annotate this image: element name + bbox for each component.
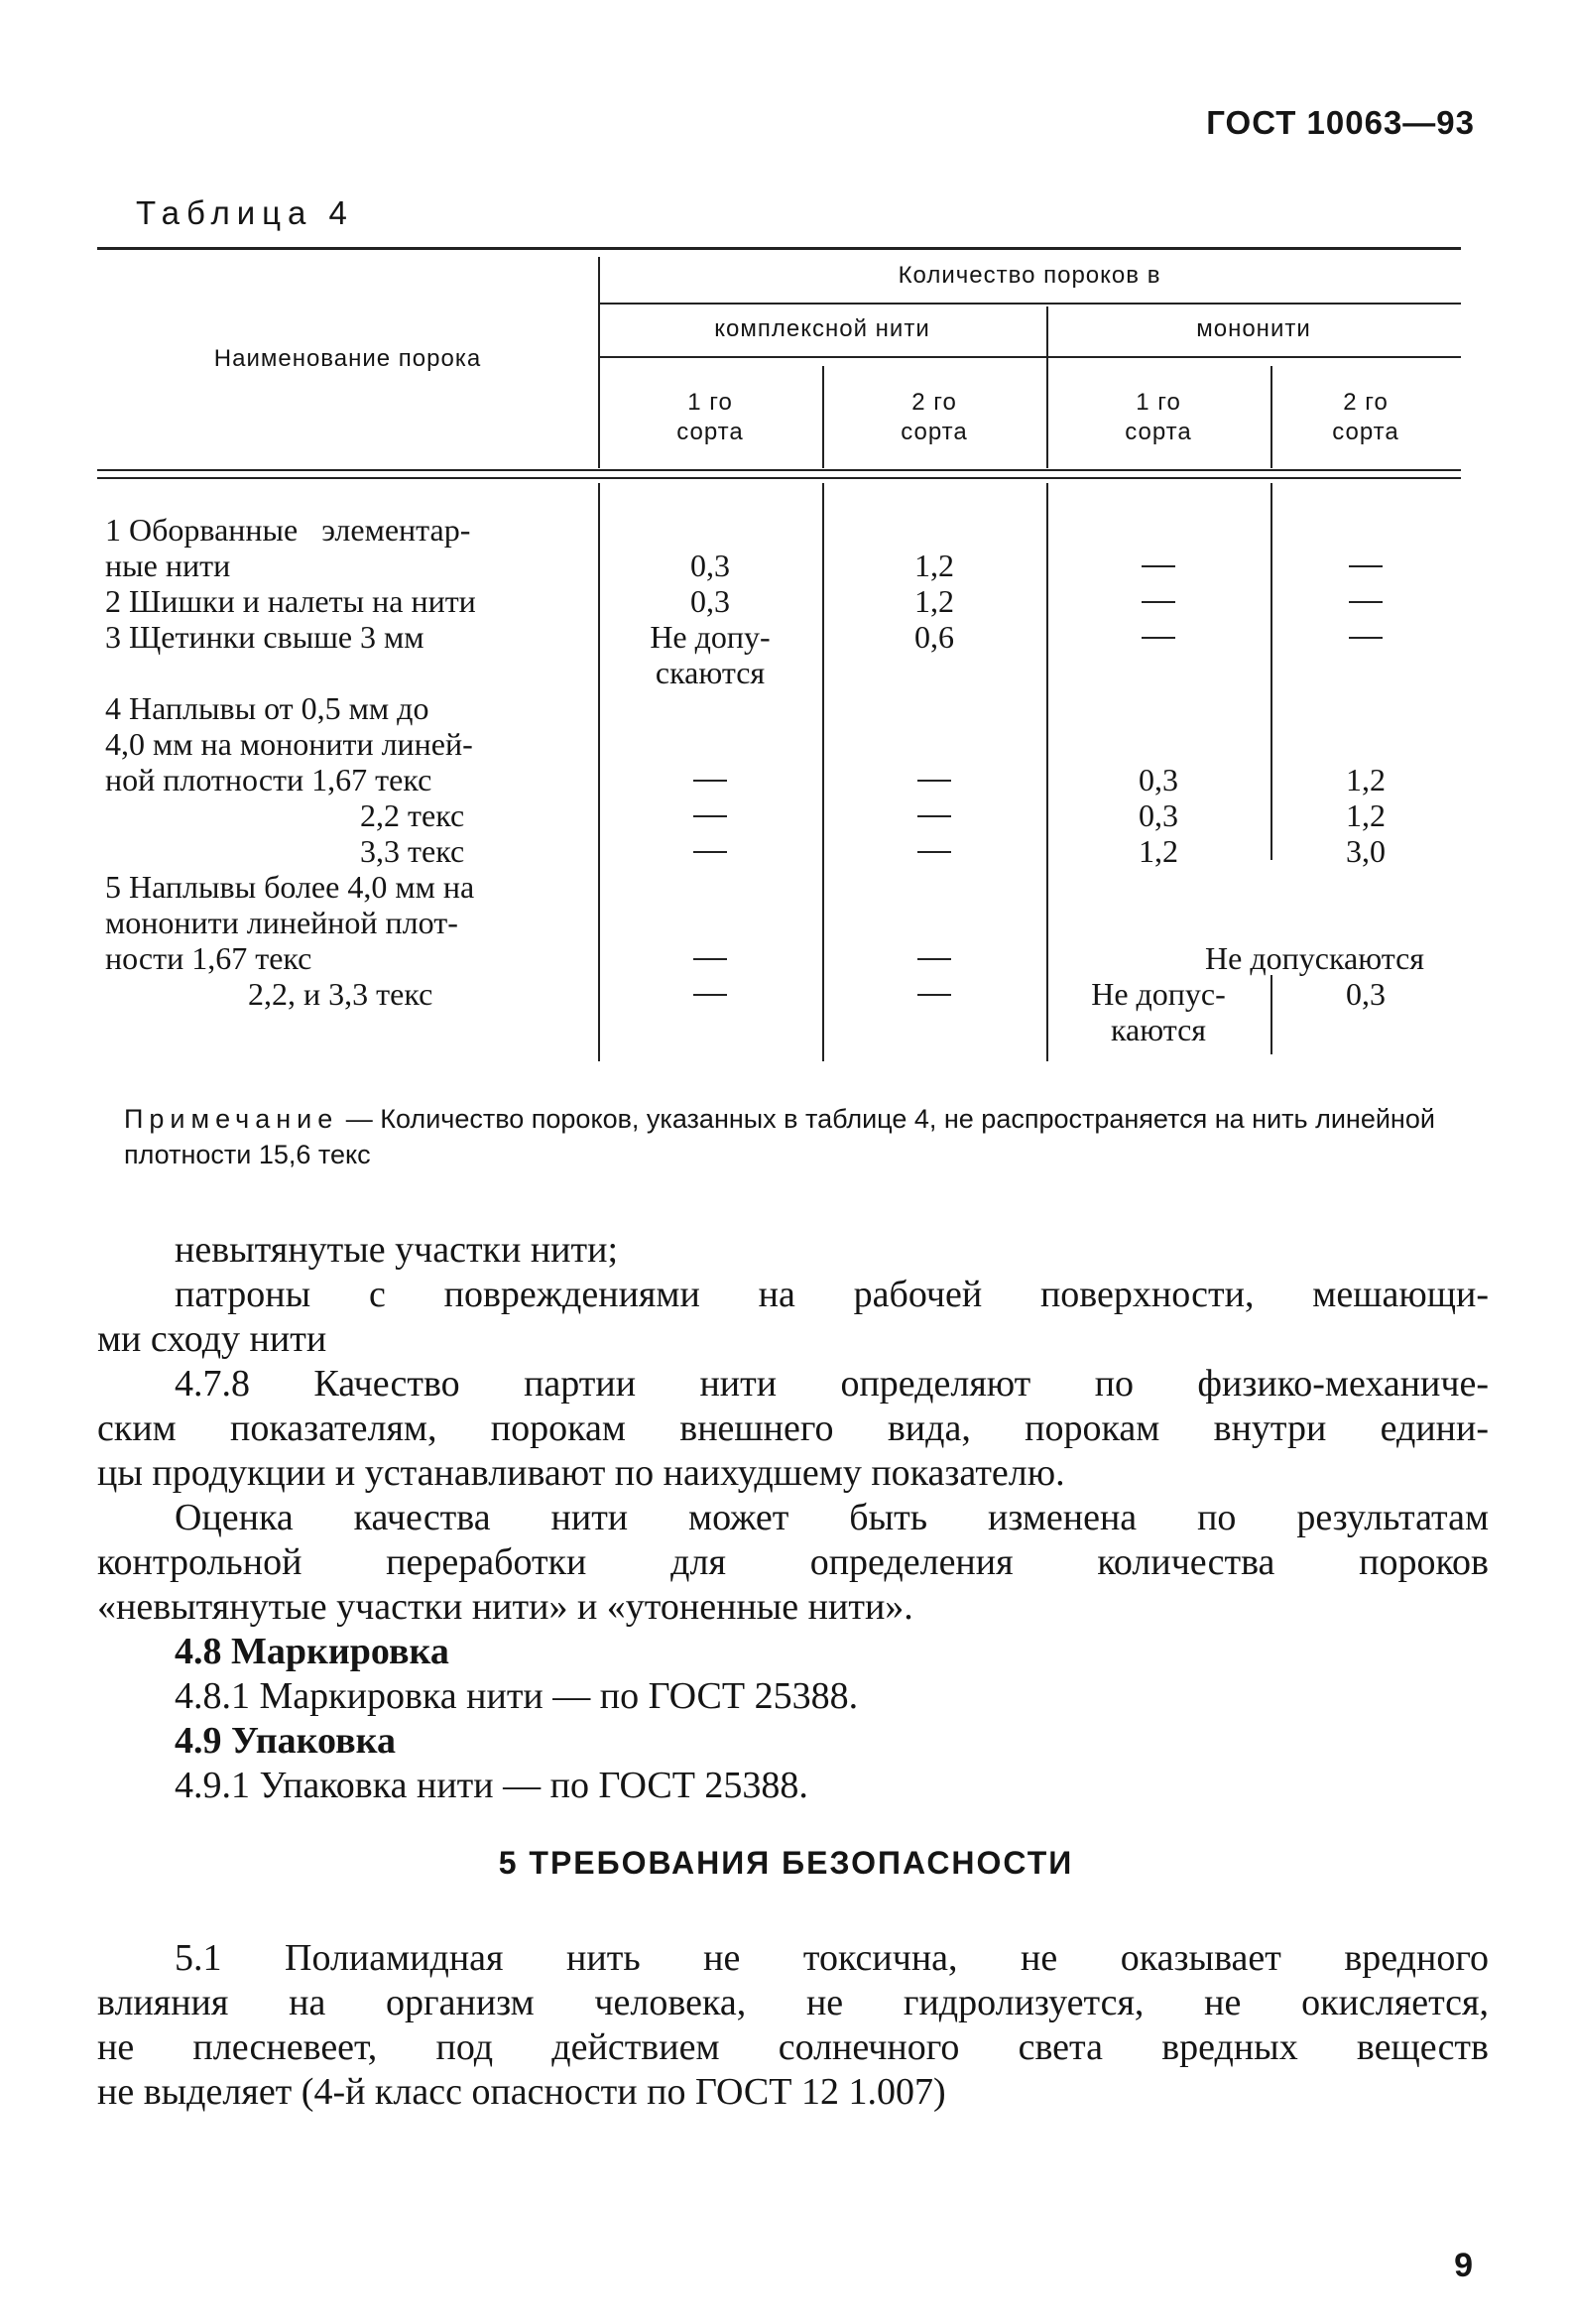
row-3-c4-dash	[1349, 637, 1383, 639]
row-1-c1: 0,3	[690, 548, 730, 583]
row-3-c1: Не допу- скаются	[650, 619, 771, 690]
row-4-c4: 1,2	[1346, 762, 1386, 797]
header-sub-complex: комплексной нити	[714, 315, 930, 342]
section-5-heading: 5 ТРЕБОВАНИЯ БЕЗОПАСНОСТИ	[498, 1845, 1074, 1881]
row-6-c4: 3,0	[1346, 833, 1386, 869]
row-8-c2-dash	[917, 994, 951, 996]
row-2-c1: 0,3	[690, 583, 730, 619]
header-bottom-rule	[97, 469, 1461, 471]
row-3-c3-dash	[1142, 637, 1175, 639]
heading-48-marking: 4.8 Маркировка	[175, 1631, 449, 1672]
table-note	[124, 1101, 1458, 1172]
row-5-c3: 0,3	[1139, 797, 1178, 833]
para-51-line3: не плесневеет, под действием солнечного света вредных веществ	[97, 2026, 1489, 2068]
header-col-1: 1 го сорта	[676, 389, 744, 445]
row-7-c2-dash	[917, 958, 951, 960]
para-478-line2: ским показателям, порокам внешнего вида, порокам внутри едини-	[97, 1407, 1489, 1449]
row-4-c1-dash	[693, 780, 727, 782]
row-2-c3-dash	[1142, 601, 1175, 603]
header-col-2: 2 го сорта	[901, 389, 968, 445]
row-5-c2-dash	[917, 815, 951, 817]
header-bottom-rule-double	[97, 477, 1461, 479]
para-quality-line2: контрольной переработки для определения количества пороков	[97, 1541, 1489, 1583]
row-8-c3: Не допус- каются	[1091, 976, 1226, 1047]
row-5-name: 2,2 текс	[360, 797, 465, 833]
para-untightened: невытянутые участки нити;	[175, 1229, 619, 1271]
para-478-line1: 4.7.8 Качество партии нити определяют по физико-механиче-	[175, 1363, 1489, 1405]
para-481: 4.8.1 Маркировка нити — по ГОСТ 25388.	[175, 1675, 859, 1717]
header-rule-group	[598, 303, 1461, 305]
para-quality-line1: Оценка качества нити может быть изменена по результатам	[175, 1497, 1489, 1538]
para-491: 4.9.1 Упаковка нити — по ГОСТ 25388.	[175, 1765, 808, 1806]
row-1-c4-dash	[1349, 565, 1383, 567]
row-4-c3: 0,3	[1139, 762, 1178, 797]
row-6-c2-dash	[917, 851, 951, 853]
header-col-3: 1 го сорта	[1125, 389, 1192, 445]
row-8-name: 2,2, и 3,3 текс	[248, 976, 433, 1012]
row-1-c3-dash	[1142, 565, 1175, 567]
header-group: Количество пороков в	[898, 262, 1161, 289]
para-51-line1: 5.1 Полиамидная нить не токсична, не оказывает вредного	[175, 1937, 1489, 1979]
document-code: ГОСТ 10063—93	[1206, 104, 1475, 141]
para-51-line4: не выделяет (4-й класс опасности по ГОСТ 12 1.007)	[97, 2071, 946, 2113]
para-cartridges-line1: патроны с повреждениями на рабочей поверхности, мешающи-	[175, 1274, 1489, 1315]
row-6-name: 3,3 текс	[360, 833, 465, 869]
note-label: Примечание	[124, 1104, 339, 1134]
header-col-4: 2 го сорта	[1332, 389, 1399, 445]
row-2-c2: 1,2	[914, 583, 954, 619]
row-8-c1-dash	[693, 994, 727, 996]
row-4-c2-dash	[917, 780, 951, 782]
row-1-c2: 1,2	[914, 548, 954, 583]
row-3-name: 3 Щетинки свыше 3 мм	[105, 619, 424, 655]
row-1-name: 1 Оборванные элементар- ные нити	[105, 512, 471, 583]
para-478-line3: цы продукции и устанавливают по наихудшему показателю.	[97, 1452, 1065, 1494]
table-caption: Таблица 4	[136, 194, 354, 231]
row-7-name: 5 Наплывы более 4,0 мм на мононити линейной плот- ности 1,67 текс	[105, 869, 475, 976]
row-8-c4: 0,3	[1346, 976, 1386, 1012]
header-rule-sub	[598, 356, 1461, 358]
defects-table	[97, 243, 1461, 1061]
row-6-c1-dash	[693, 851, 727, 853]
header-sub-mono: мононити	[1196, 315, 1311, 342]
row-6-c3: 1,2	[1139, 833, 1178, 869]
page-number: 9	[1454, 2247, 1473, 2284]
row-7-c34-merged: Не допускаются	[1205, 940, 1424, 976]
para-51-line2: влияния на организм человека, не гидролизуется, не окисляется,	[97, 1982, 1489, 2023]
row-5-c1-dash	[693, 815, 727, 817]
row-5-c4: 1,2	[1346, 797, 1386, 833]
table-top-rule	[97, 247, 1461, 250]
para-quality-line3: «невытянутые участки нити» и «утоненные нити».	[97, 1586, 913, 1628]
row-4-name: 4 Наплывы от 0,5 мм до 4,0 мм на мононити линей- ной плотности 1,67 текс	[105, 690, 473, 797]
row-2-name: 2 Шишки и налеты на нити	[105, 583, 476, 619]
row-3-c2: 0,6	[914, 619, 954, 655]
header-name-col: Наименование порока	[213, 345, 482, 372]
note-text: — Количество пороков, указанных в таблице 4, не распространяется на нить линейной плотности 15,6 текс	[124, 1104, 1435, 1169]
para-cartridges-line2: ми сходу нити	[97, 1318, 327, 1360]
heading-49-packing: 4.9 Упаковка	[175, 1720, 396, 1762]
row-7-c1-dash	[693, 958, 727, 960]
row-2-c4-dash	[1349, 601, 1383, 603]
